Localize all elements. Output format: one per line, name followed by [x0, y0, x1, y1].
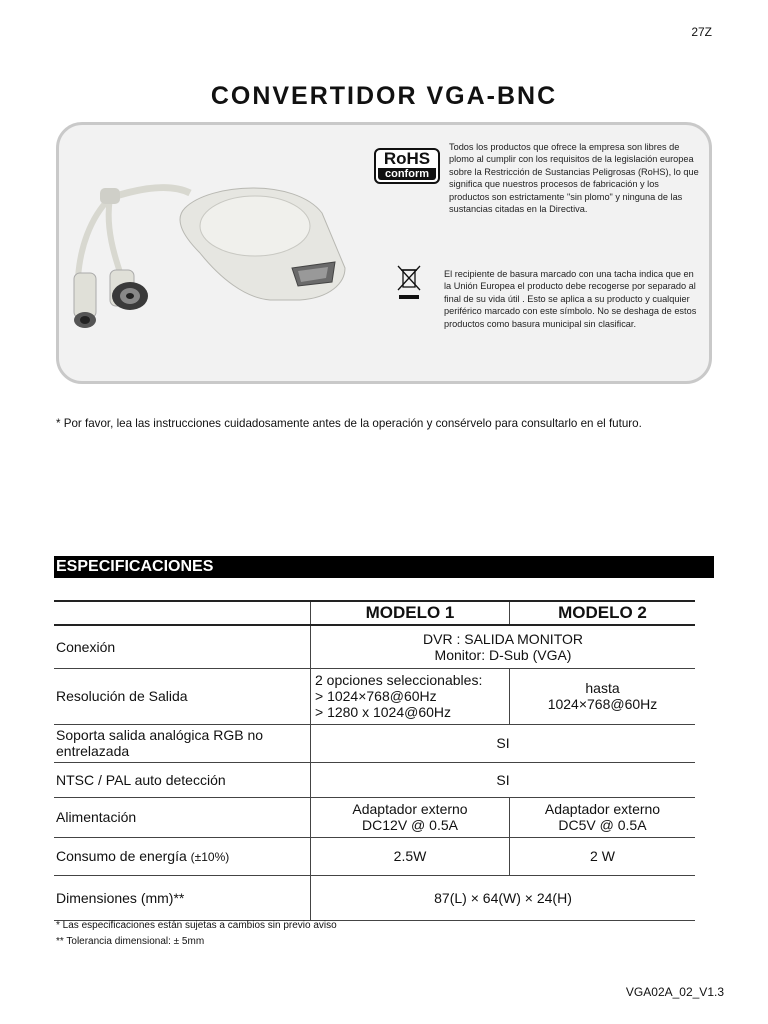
power-m2-line-2: DC5V @ 0.5A	[558, 817, 647, 833]
table-row	[54, 724, 695, 762]
row-label-consumption	[54, 837, 311, 875]
row-label-power: Alimentación	[54, 797, 311, 837]
table-row	[54, 625, 695, 668]
resolution-m2-line-2: 1024×768@60Hz	[547, 696, 658, 712]
connection-line-2: Monitor: D-Sub (VGA)	[434, 646, 572, 663]
row-label-dimensions: Dimensiones (mm)**	[54, 875, 311, 920]
power-model-2	[510, 797, 696, 837]
footnote-tolerance: ** Tolerancia dimensional: ± 5mm	[56, 936, 205, 947]
resolution-model-2	[510, 668, 696, 724]
resolution-m1-line-3: > 1280 x 1024@60Hz	[315, 704, 452, 720]
power-m1-line-2: DC12V @ 0.5A	[362, 817, 458, 833]
specs-table	[54, 600, 695, 921]
row-label-ntsc: NTSC / PAL auto detección	[54, 762, 311, 797]
rohs-badge-subtitle: conform	[378, 168, 436, 180]
resolution-model-1	[311, 668, 510, 724]
row-label-connection: Conexión	[54, 625, 311, 668]
resolution-m2-line-1: hasta	[585, 680, 620, 696]
product-image	[60, 158, 360, 348]
table-row	[54, 837, 695, 875]
specs-header: ESPECIFICACIONES	[54, 556, 714, 578]
table-row	[54, 762, 695, 797]
instructions-notice: * Por favor, lea las instrucciones cuidadosamente antes de la operación y consérvelo para consultarlo en el futuro.	[56, 417, 642, 430]
consumption-model-2: 2 W	[510, 837, 696, 875]
header-model-1: MODELO 1	[311, 601, 510, 625]
rohs-description: Todos los productos que ofrece la empresa son libres de plomo al cumplir con los requisitos de la legislación europea sobre la Restricción de Sustancias Peligrosas (RoHS), lo que significa que nuestros procesos de fabricación y los productos son estrictamente "sin plomo" y ninguna de las sustancias citadas en la Directiva.	[449, 142, 699, 215]
page-number: 27Z	[691, 25, 712, 39]
table-row	[54, 875, 695, 920]
connection-line-1: DVR : SALIDA MONITOR	[423, 630, 583, 647]
header-model-2: MODELO 2	[510, 601, 696, 625]
table-row	[54, 668, 695, 724]
power-model-1	[311, 797, 510, 837]
footnote-specs-change: * Las especificaciones están sujetas a cambios sin previo aviso	[56, 920, 337, 931]
row-label-rgb	[54, 724, 311, 762]
rgb-value: SI	[311, 724, 696, 762]
power-m2-line-1: Adaptador externo	[544, 801, 661, 817]
table-header-row	[54, 601, 695, 625]
ntsc-value: SI	[311, 762, 696, 797]
rgb-label-line-2: entrelazada	[56, 743, 130, 759]
row-label-resolution: Resolución de Salida	[54, 668, 311, 724]
rohs-badge	[374, 148, 440, 184]
consumption-tolerance: (±10%)	[190, 850, 230, 864]
document-code: VGA02A_02_V1.3	[625, 985, 724, 999]
power-m1-line-1: Adaptador externo	[352, 801, 468, 817]
resolution-m1-line-2: > 1024×768@60Hz	[315, 688, 437, 704]
page-title: CONVERTIDOR VGA-BNC	[210, 82, 558, 110]
table-row	[54, 797, 695, 837]
rgb-label-line-1: Soporta salida analógica RGB no	[56, 727, 264, 743]
header-blank	[54, 601, 311, 625]
crossed-bin-icon	[396, 264, 422, 302]
resolution-m1-line-1: 2 opciones seleccionables:	[315, 672, 483, 688]
weee-description: El recipiente de basura marcado con una tacha indica que en la Unión Europea el producto debe recogerse por separado al final de su vida útil . Esto se aplica a su producto y cualquier periférico marcado con este símbolo. No se deshaga de estos productos como basura municipal sin clasificar.	[444, 269, 697, 329]
rohs-badge-title: RoHS	[383, 149, 431, 168]
consumption-label: Consumo de energía	[56, 848, 187, 864]
dimensions-value: 87(L) × 64(W) × 24(H)	[311, 875, 696, 920]
connection-value	[311, 625, 696, 668]
consumption-model-1: 2.5W	[311, 837, 510, 875]
